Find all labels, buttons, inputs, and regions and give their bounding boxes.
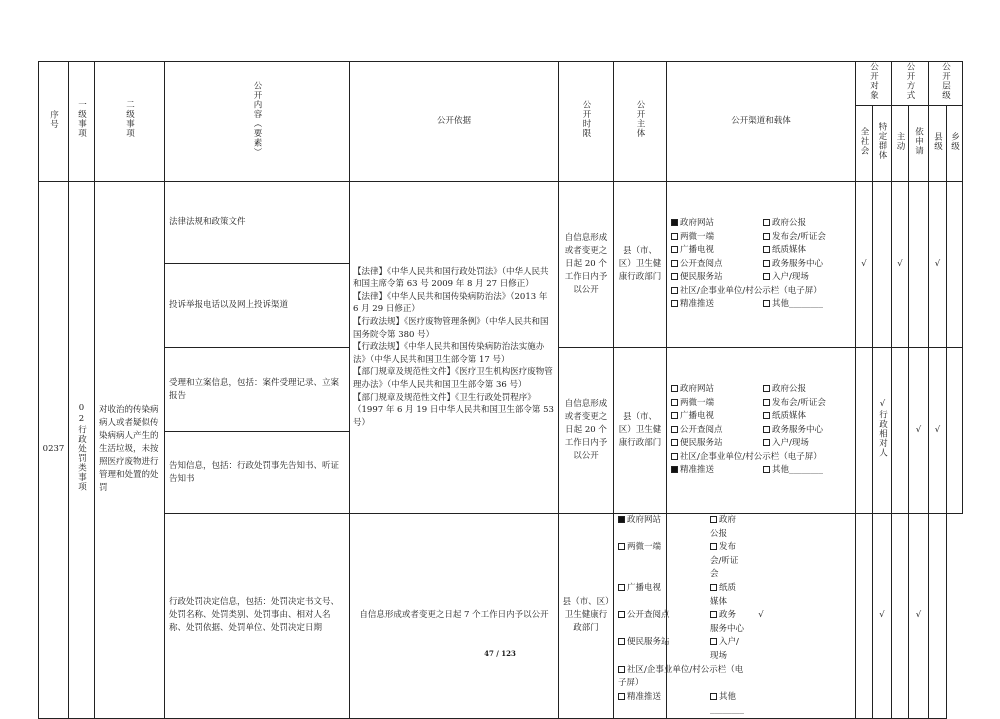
mark-county: √ bbox=[929, 348, 947, 514]
channel-option-label: 政务服务中心 bbox=[772, 258, 824, 269]
channel-option bbox=[671, 397, 763, 411]
channel-option bbox=[671, 271, 763, 285]
unchecked-box-icon bbox=[671, 233, 678, 240]
channel-option-label: 政府公报 bbox=[772, 217, 807, 228]
record-level2: 对收治的传染病病人或者疑似传染病病人产生的生活垃圾，未按照医疗废物进行管理和处置的处罚 bbox=[95, 182, 165, 719]
mark-specific: √行政相对人 bbox=[873, 348, 892, 514]
header-method-group: 公开方式 bbox=[892, 62, 929, 106]
channel-option-label: 公开查阅点 bbox=[680, 424, 723, 435]
unchecked-box-icon bbox=[671, 439, 678, 446]
channel-option-label: 精准推送 bbox=[680, 465, 715, 476]
channel-option-label: 便民服务站 bbox=[680, 438, 723, 449]
unchecked-box-icon bbox=[710, 638, 717, 645]
channel-cell bbox=[667, 182, 856, 348]
channel-option-label: 其他________ bbox=[772, 465, 824, 476]
header-level-town: 乡级 bbox=[947, 106, 963, 182]
channel-option-label: 精准推送 bbox=[627, 691, 662, 702]
mark-all-society: √ bbox=[667, 514, 856, 719]
channel-option-label: 社区/企事业单位/村公示栏（电子屏） bbox=[680, 451, 822, 462]
channel-option bbox=[671, 383, 763, 397]
table-row bbox=[39, 182, 963, 264]
channel-option-label: 广播电视 bbox=[680, 245, 715, 256]
channel-option bbox=[618, 664, 744, 691]
basis-item: 【部门规章及规范性文件】《医疗卫生机构医疗废物管理办法》（中华人民共和国卫生部令第 36 号） bbox=[353, 367, 553, 390]
header-level-county: 县级 bbox=[929, 106, 947, 182]
unchecked-box-icon bbox=[671, 246, 678, 253]
checked-box-icon bbox=[671, 219, 678, 226]
channel-option-label: 两微一端 bbox=[680, 231, 715, 242]
unchecked-box-icon bbox=[671, 300, 678, 307]
header-period: 公开时限 bbox=[559, 62, 614, 182]
header-content: 公开内容（要素） bbox=[165, 62, 350, 182]
unchecked-box-icon bbox=[671, 453, 678, 460]
header-level-group: 公开层级 bbox=[929, 62, 963, 106]
channel-option bbox=[618, 582, 710, 609]
channel-option bbox=[763, 231, 851, 245]
channel-cell bbox=[614, 514, 745, 719]
channel-option bbox=[763, 271, 851, 285]
channel-option-label: 公开查阅点 bbox=[627, 610, 670, 621]
channel-option bbox=[763, 244, 851, 258]
channel-option bbox=[763, 258, 851, 272]
channel-option-label: 政府网站 bbox=[680, 217, 715, 228]
record-seq: 0237 bbox=[39, 182, 69, 719]
unchecked-box-icon bbox=[710, 584, 717, 591]
channel-cell bbox=[667, 348, 856, 514]
channel-option-label: 纸质媒体 bbox=[772, 245, 807, 256]
channel-option-label: 广播电视 bbox=[680, 411, 715, 422]
channel-option bbox=[671, 258, 763, 272]
record-level1: 02行政处罚类事项 bbox=[69, 182, 95, 719]
channel-option bbox=[671, 424, 763, 438]
channel-option bbox=[618, 514, 710, 541]
channel-option-label: 纸质媒体 bbox=[710, 582, 737, 607]
unchecked-box-icon bbox=[763, 412, 770, 419]
channel-option-label: 政务服务中心 bbox=[710, 610, 745, 634]
unchecked-box-icon bbox=[763, 260, 770, 267]
unchecked-box-icon bbox=[671, 273, 678, 280]
unchecked-box-icon bbox=[710, 516, 717, 523]
channel-option bbox=[671, 298, 763, 312]
mark-on-request bbox=[892, 514, 909, 719]
header-object-specific: 特定群体 bbox=[873, 106, 892, 182]
channel-option bbox=[671, 217, 763, 231]
unchecked-box-icon bbox=[763, 385, 770, 392]
channel-option-label: 政府公报 bbox=[710, 515, 737, 539]
channel-option bbox=[671, 451, 851, 465]
mark-town bbox=[947, 182, 963, 348]
content-item: 法律法规和政策文件 bbox=[165, 182, 350, 264]
header-object-group: 公开对象 bbox=[856, 62, 892, 106]
channel-option bbox=[763, 410, 851, 424]
unchecked-box-icon bbox=[618, 584, 625, 591]
channel-option-label: 便民服务站 bbox=[627, 637, 670, 648]
channel-option bbox=[671, 437, 763, 451]
mark-active bbox=[892, 348, 909, 514]
header-row-1 bbox=[39, 62, 963, 106]
channel-option bbox=[763, 383, 851, 397]
unchecked-box-icon bbox=[671, 426, 678, 433]
unchecked-box-icon bbox=[710, 611, 717, 618]
mark-county: √ bbox=[909, 514, 929, 719]
channel-option bbox=[710, 514, 744, 541]
mark-town bbox=[947, 348, 963, 514]
channel-list bbox=[667, 217, 855, 312]
channel-option bbox=[763, 217, 851, 231]
unchecked-box-icon bbox=[710, 543, 717, 550]
header-object-all: 全社会 bbox=[856, 106, 873, 182]
channel-option bbox=[763, 298, 851, 312]
unchecked-box-icon bbox=[618, 611, 625, 618]
channel-option-label: 其他________ bbox=[772, 299, 824, 310]
channel-option bbox=[671, 285, 851, 299]
period-cell: 自信息形成或者变更之日起 20 个工作日内予以公开 bbox=[559, 348, 614, 514]
channel-option bbox=[671, 410, 763, 424]
channel-option bbox=[763, 464, 851, 478]
channel-option-label: 入户/现场 bbox=[710, 637, 739, 661]
unchecked-box-icon bbox=[618, 666, 625, 673]
content-item: 告知信息，包括：行政处罚事先告知书、听证告知书 bbox=[165, 432, 350, 514]
channel-option-label: 两微一端 bbox=[680, 397, 715, 408]
unchecked-box-icon bbox=[618, 543, 625, 550]
unchecked-box-icon bbox=[671, 412, 678, 419]
header-level2: 二级事项 bbox=[95, 62, 165, 182]
unchecked-box-icon bbox=[671, 385, 678, 392]
mark-all-society bbox=[856, 348, 873, 514]
mark-active: √ bbox=[892, 182, 909, 348]
channel-list bbox=[667, 383, 855, 478]
content-item: 投诉举报电话以及网上投诉渠道 bbox=[165, 264, 350, 348]
page-number: 47 / 123 bbox=[484, 649, 516, 658]
channel-option-label: 发布会/听证会 bbox=[710, 542, 739, 580]
channel-option-label: 入户/现场 bbox=[772, 438, 809, 449]
checked-box-icon bbox=[671, 466, 678, 473]
channel-option-label: 便民服务站 bbox=[680, 272, 723, 283]
unchecked-box-icon bbox=[763, 219, 770, 226]
mark-on-request bbox=[909, 182, 929, 348]
channel-option-label: 政府公报 bbox=[772, 383, 807, 394]
channel-list bbox=[614, 514, 745, 718]
unchecked-box-icon bbox=[763, 300, 770, 307]
unchecked-box-icon bbox=[763, 466, 770, 473]
basis-item: 【法律】《中华人民共和国行政处罚法》（中华人民共和国主席令第 63 号 2009 年 8 月 27 日修正） bbox=[353, 266, 549, 290]
channel-option bbox=[710, 691, 744, 718]
channel-option bbox=[671, 244, 763, 258]
basis-item: 【行政法规】《医疗废物管理条例》（中华人民共和国国务院令第 380 号） bbox=[353, 317, 549, 340]
unchecked-box-icon bbox=[710, 693, 717, 700]
mark-county: √ bbox=[929, 182, 947, 348]
record-basis bbox=[350, 182, 559, 514]
channel-option bbox=[618, 541, 710, 582]
channel-option bbox=[763, 437, 851, 451]
mark-all-society: √ bbox=[856, 182, 873, 348]
content-item: 行政处罚决定信息，包括：处罚决定书文号、处罚名称、处罚类别、处罚事由、相对人名称、处罚依据、处罚单位、处罚决定日期 bbox=[165, 514, 350, 719]
mark-town bbox=[929, 514, 947, 719]
channel-option-label: 入户/现场 bbox=[772, 272, 809, 283]
channel-option-label: 广播电视 bbox=[627, 582, 662, 593]
period-cell: 自信息形成或者变更之日起 7 个工作日内予以公开 bbox=[350, 514, 559, 719]
basis-item: 【部门规章及规范性文件】《卫生行政处罚程序》（1997 年 6 月 19 日中华人民共和国卫生部令第 53 号） bbox=[353, 392, 554, 428]
header-basis: 公开依据 bbox=[350, 62, 559, 182]
header-subject: 公开主体 bbox=[614, 62, 667, 182]
header-level1: 一级事项 bbox=[69, 62, 95, 182]
channel-option bbox=[671, 464, 763, 478]
channel-option-label: 政务服务中心 bbox=[772, 424, 824, 435]
subject-cell: 县（市、区）卫生健康行政部门 bbox=[559, 514, 614, 719]
subject-cell: 县（市、区）卫生健康行政部门 bbox=[614, 348, 667, 514]
unchecked-box-icon bbox=[763, 399, 770, 406]
channel-option bbox=[618, 609, 710, 636]
mark-specific bbox=[873, 182, 892, 348]
header-method-request: 依申请 bbox=[909, 106, 929, 182]
unchecked-box-icon bbox=[671, 287, 678, 294]
subject-cell: 县（市、区）卫生健康行政部门 bbox=[614, 182, 667, 348]
channel-option-label: 社区/企事业单位/村公示栏（电子屏） bbox=[680, 285, 822, 296]
channel-option-label: 社区/企事业单位/村公示栏（电子屏） bbox=[618, 664, 744, 689]
header-seq: 序号 bbox=[39, 62, 69, 182]
mark-active: √ bbox=[873, 514, 892, 719]
channel-option bbox=[710, 541, 744, 582]
unchecked-box-icon bbox=[671, 399, 678, 406]
mark-specific bbox=[856, 514, 873, 719]
channel-option-label: 其他________ bbox=[710, 691, 744, 716]
channel-option-label: 公开查阅点 bbox=[680, 258, 723, 269]
channel-option-label: 政府网站 bbox=[627, 515, 662, 525]
channel-option bbox=[618, 691, 710, 718]
channel-option-label: 精准推送 bbox=[680, 299, 715, 310]
unchecked-box-icon bbox=[763, 439, 770, 446]
channel-option bbox=[671, 231, 763, 245]
channel-option-label: 纸质媒体 bbox=[772, 411, 807, 422]
checked-box-icon bbox=[618, 516, 625, 523]
channel-option bbox=[710, 609, 744, 636]
table-row bbox=[39, 514, 963, 719]
unchecked-box-icon bbox=[763, 246, 770, 253]
header-method-active: 主动 bbox=[892, 106, 909, 182]
channel-option-label: 两微一端 bbox=[627, 542, 662, 553]
channel-option-label: 发布会/听证会 bbox=[772, 397, 826, 408]
channel-option-label: 发布会/听证会 bbox=[772, 231, 826, 242]
basis-item: 【行政法规】《中华人民共和国传染病防治法实施办法》（中华人民共和国卫生部令第 17 号） bbox=[353, 342, 545, 365]
channel-option bbox=[763, 397, 851, 411]
unchecked-box-icon bbox=[618, 693, 625, 700]
header-channels: 公开渠道和载体 bbox=[667, 62, 856, 182]
disclosure-table bbox=[38, 61, 963, 719]
unchecked-box-icon bbox=[763, 426, 770, 433]
channel-option bbox=[710, 582, 744, 609]
mark-on-request: √ bbox=[909, 348, 929, 514]
basis-item: 【法律】《中华人民共和国传染病防治法》（2013 年 6 月 29 日修正） bbox=[353, 291, 548, 315]
unchecked-box-icon bbox=[618, 638, 625, 645]
unchecked-box-icon bbox=[763, 273, 770, 280]
period-cell: 自信息形成或者变更之日起 20 个工作日内予以公开 bbox=[559, 182, 614, 348]
content-item: 受理和立案信息，包括：案件受理记录、立案报告 bbox=[165, 348, 350, 432]
unchecked-box-icon bbox=[671, 260, 678, 267]
unchecked-box-icon bbox=[763, 233, 770, 240]
channel-option bbox=[763, 424, 851, 438]
channel-option-label: 政府网站 bbox=[680, 383, 715, 394]
